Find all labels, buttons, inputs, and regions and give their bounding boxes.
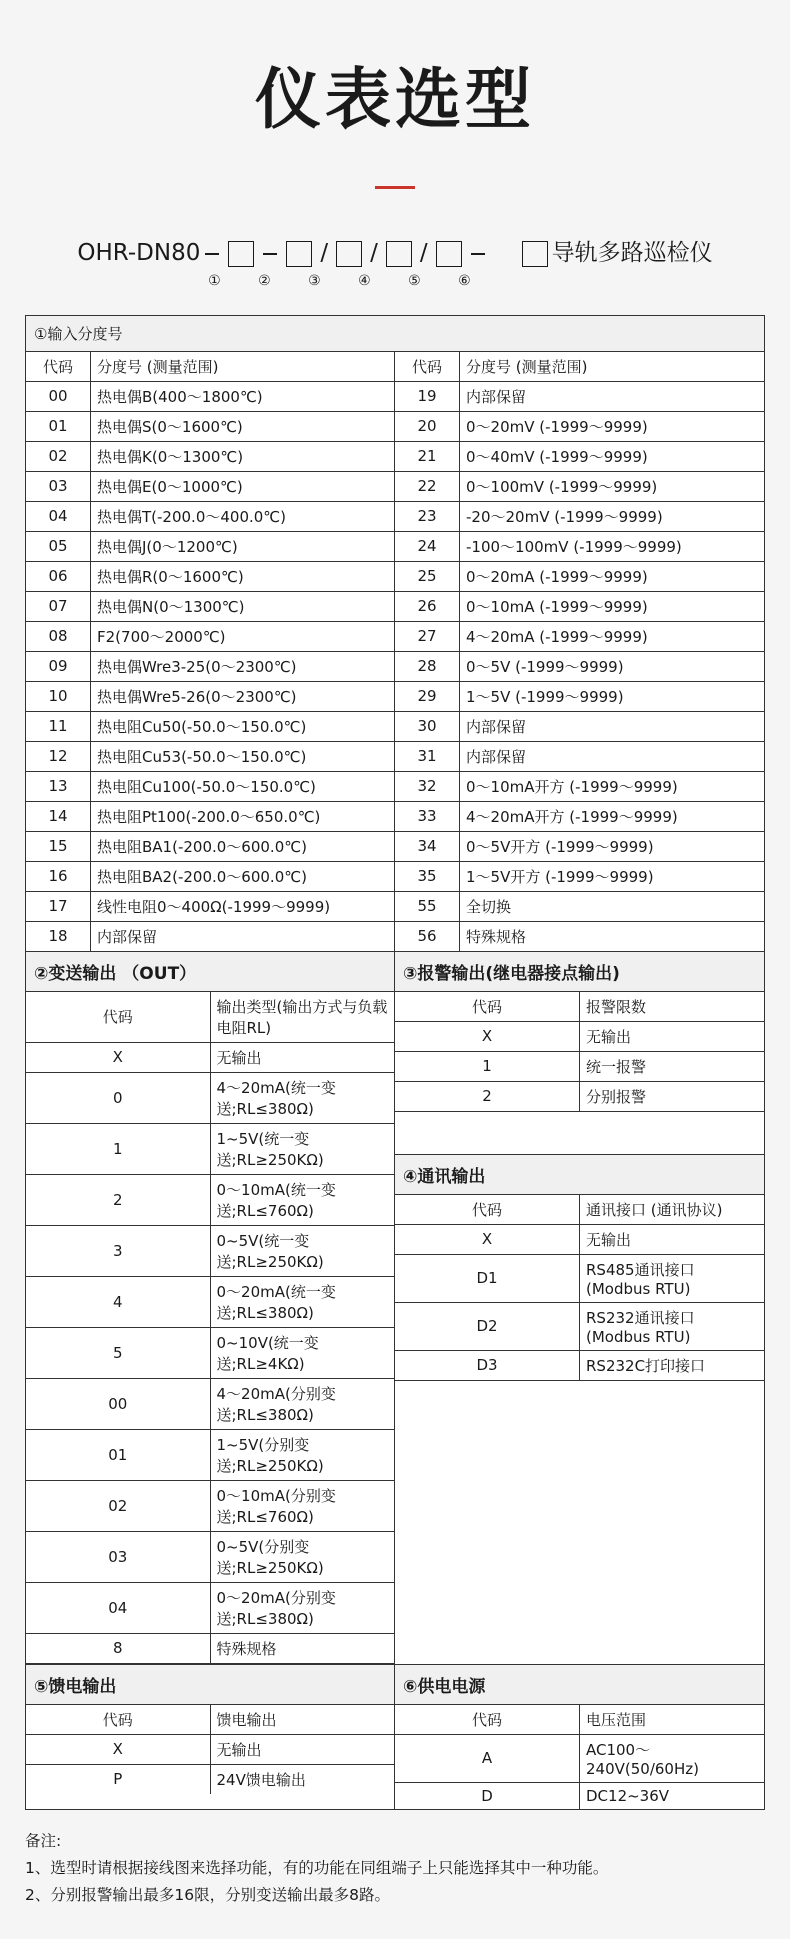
row-code: 05 — [26, 531, 91, 561]
row-code: X — [395, 1021, 580, 1051]
table-row — [26, 471, 394, 501]
row-desc: 无输出 — [580, 1224, 765, 1254]
row-code: 55 — [395, 891, 460, 921]
row-desc: 24V馈电输出 — [210, 1764, 394, 1794]
row-desc: 热电偶Wre5-26(0～2300℃) — [91, 681, 395, 711]
row-desc: 1～5V (-1999～9999) — [460, 681, 765, 711]
table-row — [395, 1051, 764, 1081]
row-desc: 4～20mA (-1999～9999) — [460, 621, 765, 651]
row-desc: 全切换 — [460, 891, 765, 921]
row-desc: 热电阻Pt100(-200.0～650.0℃) — [91, 801, 395, 831]
row-code: 30 — [395, 711, 460, 741]
model-marker-6: ⑥ — [458, 272, 471, 289]
table-row — [26, 771, 394, 801]
row-code: 3 — [26, 1225, 210, 1276]
table-row — [26, 621, 394, 651]
table-row — [395, 1350, 764, 1380]
table-row — [26, 1174, 394, 1225]
table-row — [395, 921, 764, 951]
row-desc: 特殊规格 — [460, 921, 765, 951]
row-code: 07 — [26, 591, 91, 621]
table-row — [395, 771, 764, 801]
model-marker-1: ① — [208, 272, 221, 289]
row-code: 11 — [26, 711, 91, 741]
section1-heading-table — [26, 316, 764, 352]
row-code: 1 — [395, 1051, 580, 1081]
table-row — [26, 501, 394, 531]
model-slot-1[interactable] — [228, 241, 254, 267]
column-header-desc: 分度号 (测量范围) — [91, 352, 395, 382]
note-line-2: 2、分别报警输出最多16限，分别变送输出最多8路。 — [25, 1886, 390, 1905]
column-header-desc: 电压范围 — [580, 1704, 765, 1734]
row-code: 10 — [26, 681, 91, 711]
model-suffix: 导轨多路巡检仪 — [551, 240, 713, 267]
row-code: 22 — [395, 471, 460, 501]
table-row — [26, 1276, 394, 1327]
row-code: 12 — [26, 741, 91, 771]
row-code: 18 — [26, 921, 91, 951]
row-desc: 分别报警 — [580, 1081, 765, 1111]
row-desc: 0～20mA (-1999～9999) — [460, 561, 765, 591]
section4-table — [395, 1154, 764, 1423]
model-slot-6[interactable] — [522, 241, 548, 267]
model-slot-4[interactable] — [386, 241, 412, 267]
row-desc: 0～5V开方 (-1999～9999) — [460, 831, 765, 861]
row-code: 01 — [26, 411, 91, 441]
table-row — [395, 801, 764, 831]
row-desc: F2(700～2000℃) — [91, 621, 395, 651]
row-desc: 热电阻Cu50(-50.0～150.0℃) — [91, 711, 395, 741]
row-code: 28 — [395, 651, 460, 681]
row-desc: 热电偶B(400～1800℃) — [91, 381, 395, 411]
row-desc: 4～20mA(分别变送;RL≤380Ω) — [210, 1378, 394, 1429]
model-marker-row — [77, 273, 712, 289]
row-desc: 热电阻Cu53(-50.0～150.0℃) — [91, 741, 395, 771]
row-code: 24 — [395, 531, 460, 561]
row-desc: RS232C打印接口 — [580, 1350, 765, 1380]
table-row — [395, 1021, 764, 1051]
section1-right-table — [395, 352, 764, 952]
model-marker-4: ④ — [358, 272, 371, 289]
row-code: 32 — [395, 771, 460, 801]
model-slot-3[interactable] — [336, 241, 362, 267]
row-code: 2 — [395, 1081, 580, 1111]
table-row — [395, 501, 764, 531]
table-row — [395, 441, 764, 471]
row-code: 35 — [395, 861, 460, 891]
row-desc: 0～10mA(分别变送;RL≤760Ω) — [210, 1480, 394, 1531]
row-desc: 4～20mA开方 (-1999～9999) — [460, 801, 765, 831]
row-code: D2 — [395, 1302, 580, 1350]
row-code: 33 — [395, 801, 460, 831]
row-desc: 0～10mA(统一变送;RL≤760Ω) — [210, 1174, 394, 1225]
row-code: 2 — [26, 1174, 210, 1225]
row-desc: 无输出 — [580, 1021, 765, 1051]
row-desc: 1~5V(分别变送;RL≥250KΩ) — [210, 1429, 394, 1480]
model-prefix: OHR-DN80 — [77, 240, 201, 267]
row-desc: 内部保留 — [460, 711, 765, 741]
row-code: 03 — [26, 471, 91, 501]
page-title: 仪表选型 — [255, 61, 535, 138]
row-code: 02 — [26, 1480, 210, 1531]
table-row — [26, 1764, 394, 1794]
row-desc: 0～10mA (-1999～9999) — [460, 591, 765, 621]
row-desc: 0～10mA开方 (-1999～9999) — [460, 771, 765, 801]
section3-table — [395, 952, 764, 1154]
row-desc: 热电阻BA2(-200.0～600.0℃) — [91, 861, 395, 891]
row-code: 5 — [26, 1327, 210, 1378]
section5-table — [26, 1665, 394, 1794]
row-desc: 4～20mA(统一变送;RL≤380Ω) — [210, 1072, 394, 1123]
model-marker-5: ⑤ — [408, 272, 421, 289]
row-desc: 无输出 — [210, 1734, 394, 1764]
row-desc: 线性电阻0～400Ω(-1999～9999) — [91, 891, 395, 921]
row-code: 34 — [395, 831, 460, 861]
row-code: 56 — [395, 921, 460, 951]
row-code: X — [26, 1042, 210, 1072]
row-code: P — [26, 1764, 210, 1794]
row-code: 27 — [395, 621, 460, 651]
table-row — [395, 561, 764, 591]
table-header-row — [26, 352, 394, 382]
row-desc: 0～100mV (-1999～9999) — [460, 471, 765, 501]
row-desc: 热电偶E(0～1000℃) — [91, 471, 395, 501]
table-row — [395, 1224, 764, 1254]
row-code: 15 — [26, 831, 91, 861]
table-row — [395, 1782, 764, 1809]
table-row — [26, 1123, 394, 1174]
column-header-code: 代码 — [395, 1194, 580, 1224]
row-desc: 0～20mA(分别变送;RL≤380Ω) — [210, 1582, 394, 1633]
row-code: 00 — [26, 381, 91, 411]
row-desc: 热电偶K(0～1300℃) — [91, 441, 395, 471]
row-code: 02 — [26, 441, 91, 471]
row-code: X — [26, 1734, 210, 1764]
table-row — [26, 441, 394, 471]
row-code: 03 — [26, 1531, 210, 1582]
table-header-row — [395, 1704, 764, 1734]
row-desc: 内部保留 — [460, 741, 765, 771]
table-row — [395, 831, 764, 861]
table-header-row — [26, 991, 394, 1042]
selection-table — [25, 315, 765, 1810]
section1-heading: ①输入分度号 — [26, 316, 764, 352]
row-desc: AC100～240V(50/60Hz) — [580, 1734, 765, 1782]
row-code: X — [395, 1224, 580, 1254]
table-row — [395, 471, 764, 501]
table-row — [26, 651, 394, 681]
section6-heading-row — [395, 1665, 764, 1705]
row-code: 00 — [26, 1378, 210, 1429]
column-header-code: 代码 — [26, 991, 210, 1042]
table-row — [26, 681, 394, 711]
row-desc: 0～5V (-1999～9999) — [460, 651, 765, 681]
row-desc: 热电阻Cu100(-50.0～150.0℃) — [91, 771, 395, 801]
table-row — [395, 1734, 764, 1782]
table-row — [395, 1081, 764, 1111]
column-header-code: 代码 — [26, 352, 91, 382]
table-row — [395, 741, 764, 771]
row-code: 14 — [26, 801, 91, 831]
table-header-row — [26, 1704, 394, 1734]
row-desc: -100～100mV (-1999～9999) — [460, 531, 765, 561]
row-desc: 统一报警 — [580, 1051, 765, 1081]
row-desc: 热电阻BA1(-200.0～600.0℃) — [91, 831, 395, 861]
row-code: D3 — [395, 1350, 580, 1380]
row-desc: 无输出 — [210, 1042, 394, 1072]
section2-heading-row — [26, 952, 394, 992]
row-code: 13 — [26, 771, 91, 801]
section4-heading: ④通讯输出 — [395, 1154, 764, 1194]
spacer-row — [395, 1380, 764, 1423]
table-row — [26, 921, 394, 951]
table-row — [395, 531, 764, 561]
section3-heading: ③报警输出(继电器接点输出) — [395, 952, 764, 992]
row-code: 04 — [26, 1582, 210, 1633]
row-desc: RS232通讯接口(Modbus RTU) — [580, 1302, 765, 1350]
table-row — [395, 1254, 764, 1302]
row-code: 21 — [395, 441, 460, 471]
table-row — [26, 1072, 394, 1123]
section5-heading: ⑤馈电输出 — [26, 1665, 394, 1705]
table-row — [26, 1378, 394, 1429]
row-code: 4 — [26, 1276, 210, 1327]
table-row — [26, 591, 394, 621]
row-code: 8 — [26, 1633, 210, 1663]
table-row — [26, 1582, 394, 1633]
table-row — [26, 801, 394, 831]
section1-body — [26, 352, 764, 952]
table-row — [395, 621, 764, 651]
title-divider — [375, 186, 415, 189]
row-desc: 热电偶R(0～1600℃) — [91, 561, 395, 591]
section1-left-table — [26, 352, 394, 952]
column-header-code: 代码 — [395, 352, 460, 382]
table-row — [395, 591, 764, 621]
model-code-block — [0, 241, 790, 289]
row-desc: 内部保留 — [460, 381, 765, 411]
section2-heading: ②变送输出 （OUT） — [26, 952, 394, 992]
row-desc: 0~10V(统一变送;RL≥4KΩ) — [210, 1327, 394, 1378]
row-code: 16 — [26, 861, 91, 891]
table-row — [26, 1734, 394, 1764]
row-desc: 1～5V开方 (-1999～9999) — [460, 861, 765, 891]
row-code: 31 — [395, 741, 460, 771]
section2-3-4-body — [26, 952, 764, 1664]
note-line-1: 1、选型时请根据接线图来选择功能，有的功能在同组端子上只能选择其中一种功能。 — [25, 1859, 609, 1878]
row-code: 0 — [26, 1072, 210, 1123]
row-desc: 特殊规格 — [210, 1633, 394, 1663]
table-row — [395, 711, 764, 741]
notes-block — [25, 1828, 765, 1909]
row-desc: 热电偶N(0～1300℃) — [91, 591, 395, 621]
table-row — [26, 1225, 394, 1276]
table-row — [395, 861, 764, 891]
separator-slash-1: / — [320, 240, 329, 267]
row-code: A — [395, 1734, 580, 1782]
table-row — [26, 1429, 394, 1480]
table-row — [26, 711, 394, 741]
table-row — [395, 681, 764, 711]
section2-table — [26, 952, 394, 1664]
model-marker-2: ② — [258, 272, 271, 289]
table-row — [395, 891, 764, 921]
table-row — [26, 1633, 394, 1663]
column-header-desc: 馈电输出 — [210, 1704, 394, 1734]
row-desc: 0～40mV (-1999～9999) — [460, 441, 765, 471]
model-slot-5[interactable] — [436, 241, 462, 267]
row-code: 19 — [395, 381, 460, 411]
row-desc: 热电偶T(-200.0～400.0℃) — [91, 501, 395, 531]
separator-dash-2 — [263, 253, 277, 255]
separator-dash-1 — [205, 253, 219, 255]
section6-heading: ⑥供电电源 — [395, 1665, 764, 1705]
table-row — [26, 561, 394, 591]
notes-label: 备注: — [25, 1831, 62, 1850]
row-code: 26 — [395, 591, 460, 621]
table-header-row — [395, 1194, 764, 1224]
row-desc: RS485通讯接口(Modbus RTU) — [580, 1254, 765, 1302]
table-row — [395, 381, 764, 411]
table-row — [26, 531, 394, 561]
table-row — [26, 381, 394, 411]
column-header-desc: 分度号 (测量范围) — [460, 352, 765, 382]
table-header-row — [395, 352, 764, 382]
row-code: 01 — [26, 1429, 210, 1480]
section3-heading-row — [395, 952, 764, 992]
row-code: 17 — [26, 891, 91, 921]
model-slot-2[interactable] — [286, 241, 312, 267]
row-desc: 0~5V(分别变送;RL≥250KΩ) — [210, 1531, 394, 1582]
section5-6-body — [26, 1664, 764, 1809]
table-row — [26, 1531, 394, 1582]
section5-heading-row — [26, 1665, 394, 1705]
table-header-row — [395, 991, 764, 1021]
column-header-desc: 报警限数 — [580, 991, 765, 1021]
separator-slash-3: / — [419, 240, 428, 267]
section4-heading-row — [395, 1154, 764, 1194]
separator-slash-2: / — [370, 240, 378, 267]
table-row — [26, 831, 394, 861]
row-code: 04 — [26, 501, 91, 531]
row-code: 23 — [395, 501, 460, 531]
column-header-code: 代码 — [395, 1704, 580, 1734]
row-code: 25 — [395, 561, 460, 591]
table-row — [395, 411, 764, 441]
model-marker-3: ③ — [308, 272, 321, 289]
section6-table — [395, 1665, 764, 1809]
row-desc: 0~5V(统一变送;RL≥250KΩ) — [210, 1225, 394, 1276]
table-row — [26, 741, 394, 771]
row-code: 09 — [26, 651, 91, 681]
spacer-row — [395, 1111, 764, 1154]
table-row — [26, 1480, 394, 1531]
row-desc: 0～20mA(统一变送;RL≤380Ω) — [210, 1276, 394, 1327]
row-desc: 热电偶J(0～1200℃) — [91, 531, 395, 561]
row-desc: 1~5V(统一变送;RL≥250KΩ) — [210, 1123, 394, 1174]
row-desc: 热电偶S(0～1600℃) — [91, 411, 395, 441]
table-row — [26, 1327, 394, 1378]
row-code: D — [395, 1782, 580, 1809]
column-header-desc: 通讯接口 (通讯协议) — [580, 1194, 765, 1224]
row-desc: DC12~36V — [580, 1782, 765, 1809]
column-header-code: 代码 — [395, 991, 580, 1021]
column-header-desc: 输出类型(输出方式与负载电阻RL) — [210, 991, 394, 1042]
row-desc: 热电偶Wre3-25(0～2300℃) — [91, 651, 395, 681]
table-row — [395, 651, 764, 681]
separator-dash-3 — [471, 253, 485, 255]
row-code: 06 — [26, 561, 91, 591]
table-row — [26, 861, 394, 891]
table-row — [395, 1302, 764, 1350]
row-desc: 内部保留 — [91, 921, 395, 951]
table-row — [26, 411, 394, 441]
row-code: 08 — [26, 621, 91, 651]
row-code: 20 — [395, 411, 460, 441]
row-code: 29 — [395, 681, 460, 711]
row-code: 1 — [26, 1123, 210, 1174]
table-row — [26, 1042, 394, 1072]
model-code-line — [77, 241, 712, 267]
row-code: D1 — [395, 1254, 580, 1302]
row-desc: -20～20mV (-1999～9999) — [460, 501, 765, 531]
column-header-code: 代码 — [26, 1704, 210, 1734]
table-row — [26, 891, 394, 921]
row-desc: 0～20mV (-1999～9999) — [460, 411, 765, 441]
